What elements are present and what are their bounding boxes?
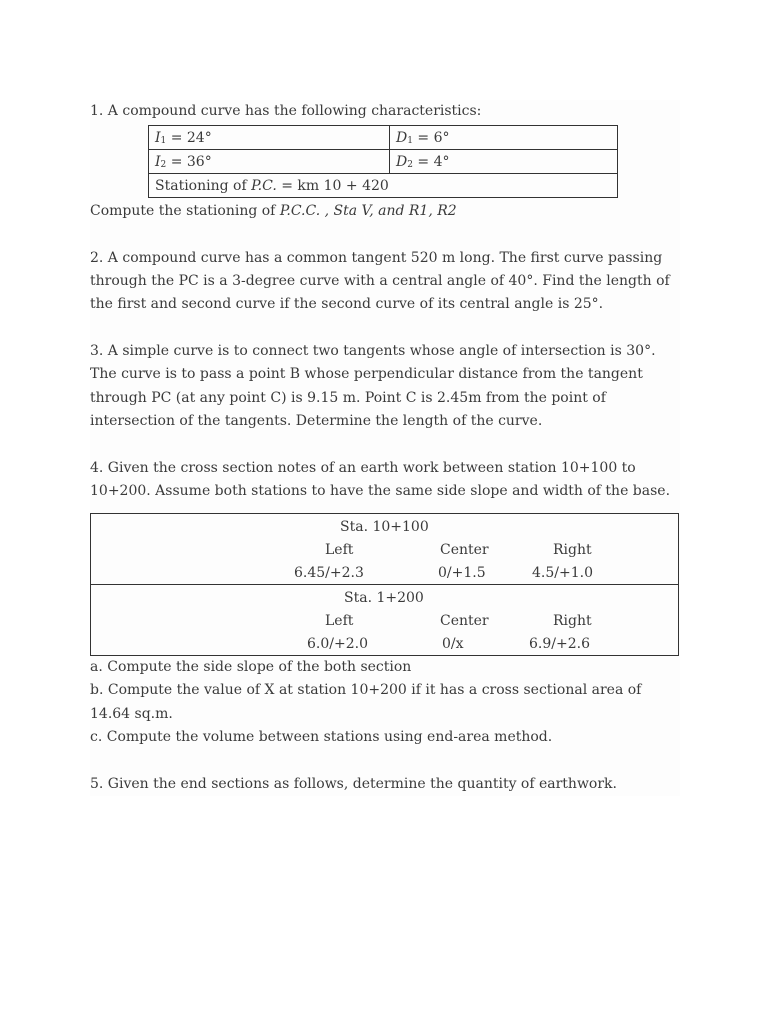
q1-curve-table: [148, 125, 618, 198]
q3-line: through PC (at any point C) is 9.15 m. Point C is 2.45m from the point of: [90, 389, 606, 406]
q4-line: 10+200. Assume both stations to have the same side slope and width of the base.: [90, 482, 671, 499]
left-header: Left: [325, 542, 354, 559]
q4-part-b: b. Compute the value of X at station 10+200 if it has a cross sectional area of: [90, 682, 642, 699]
table-row: [149, 126, 618, 150]
section-1-200: [91, 584, 678, 655]
i2-value: = 36°: [166, 153, 212, 170]
i2-subscript: 2: [160, 159, 167, 170]
i1-value: = 24°: [166, 129, 212, 146]
pc-station-value: = km 10 + 420: [276, 177, 389, 194]
d1-cell: [390, 126, 618, 150]
right-header: Right: [553, 613, 592, 630]
d1-value: = 6°: [412, 129, 450, 146]
pc-symbol: P.C.: [251, 177, 277, 194]
pc-station-prefix: Stationing of: [155, 177, 252, 194]
q1-compute-prefix: Compute the stationing of: [90, 203, 280, 220]
i1-cell: [149, 126, 390, 150]
q4-part-a: a. Compute the side slope of the both section: [90, 659, 412, 676]
table-row: [149, 150, 618, 174]
left-value: 6.0/+2.0: [307, 636, 368, 653]
q3-line: intersection of the tangents. Determine the length of the curve.: [90, 412, 543, 429]
i2-cell: [149, 150, 390, 174]
right-value: 6.9/+2.6: [529, 636, 590, 653]
q1-compute: [90, 200, 680, 223]
center-header: Center: [440, 613, 489, 630]
q1-statement: 1. A compound curve has the following characteristics:: [90, 103, 482, 119]
q2-line: through the PC is a 3-degree curve with a central angle of 40°. Find the length of: [90, 273, 670, 290]
cross-section-table: [90, 513, 679, 656]
q2-line: the first and second curve if the second curve of its central angle is 25°.: [90, 296, 604, 313]
left-header: Left: [325, 613, 354, 630]
d2-subscript: 2: [407, 159, 413, 170]
i2-symbol: I: [155, 153, 161, 170]
right-header: Right: [553, 542, 592, 559]
center-value: 0/+1.5: [438, 565, 486, 582]
d1-subscript: 1: [407, 135, 413, 146]
q4-line: 4. Given the cross section notes of an earth work between station 10+100 to: [90, 459, 636, 476]
problem-set: [90, 100, 680, 796]
q3-line: 3. A simple curve is to connect two tangents whose angle of intersection is 30°.: [90, 343, 656, 360]
d2-cell: [390, 150, 618, 174]
center-header: Center: [440, 542, 489, 559]
section-10-100: [91, 514, 678, 584]
q1-compute-targets: P.C.C. , Sta V, and R1, R2: [279, 203, 457, 220]
q2-line: 2. A compound curve has a common tangent 520 m long. The first curve passing: [90, 249, 663, 266]
center-value: 0/x: [442, 636, 464, 653]
d2-symbol: D: [396, 153, 408, 170]
station-label: Sta. 10+100: [340, 519, 429, 536]
q5-statement: 5. Given the end sections as follows, determine the quantity of earthwork.: [90, 775, 617, 792]
pc-station-cell: [149, 174, 618, 198]
i1-symbol: I: [155, 129, 161, 146]
left-value: 6.45/+2.3: [294, 565, 364, 582]
right-value: 4.5/+1.0: [532, 565, 593, 582]
i1-subscript: 1: [160, 135, 167, 146]
station-label: Sta. 1+200: [344, 590, 424, 607]
q4-part-c: c. Compute the volume between stations using end-area method.: [90, 729, 553, 746]
q3-line: The curve is to pass a point B whose perpendicular distance from the tangent: [90, 366, 643, 383]
d2-value: = 4°: [412, 153, 450, 170]
d1-symbol: D: [396, 129, 408, 146]
q4-part-b-cont: 14.64 sq.m.: [90, 705, 173, 722]
table-row: [149, 174, 618, 198]
